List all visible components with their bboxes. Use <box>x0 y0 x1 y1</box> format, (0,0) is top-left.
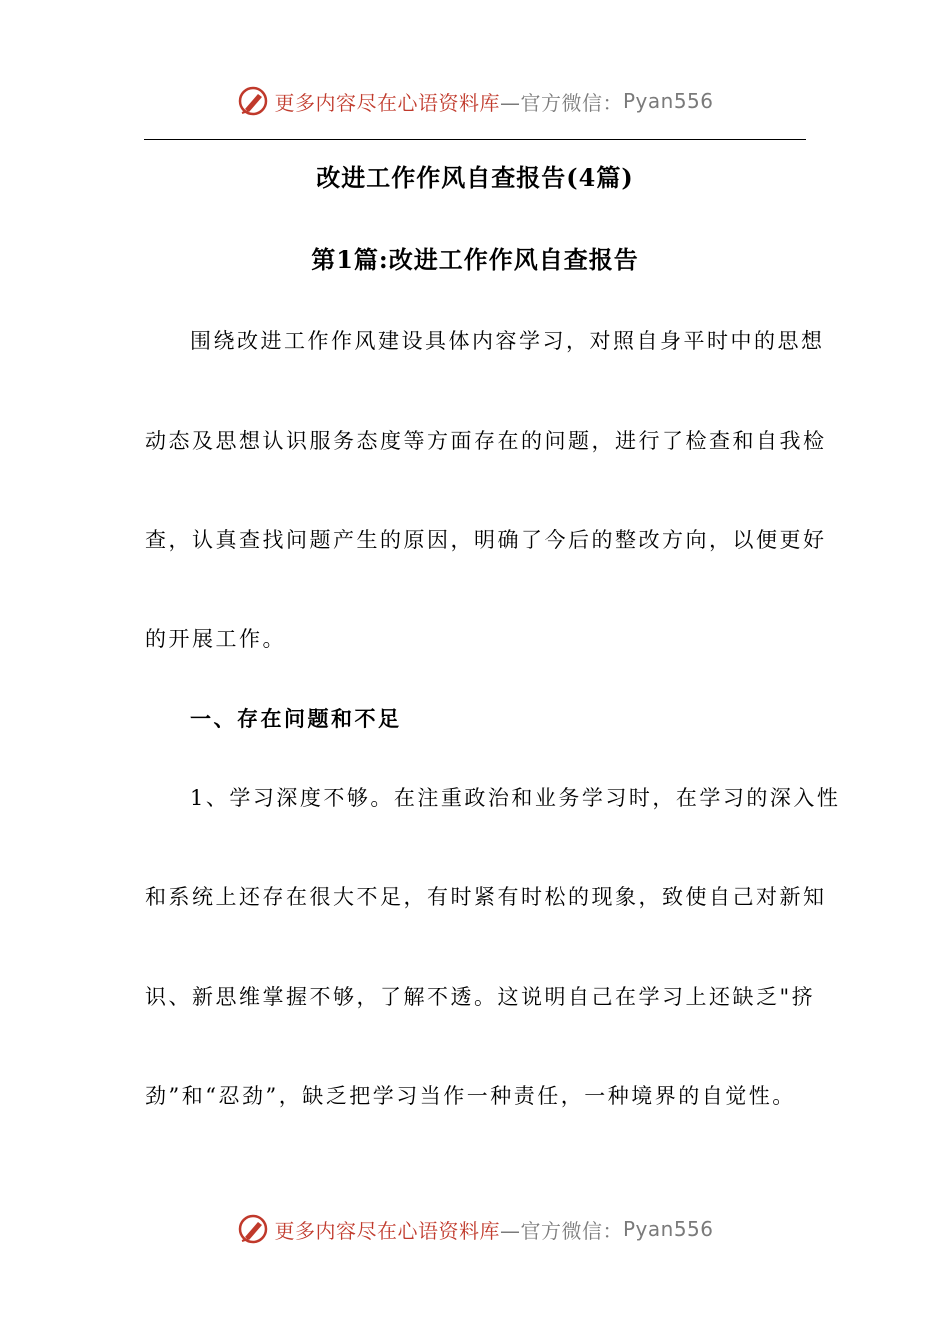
paragraph-line: 1、学习深度不够。在注重政治和业务学习时，在学习的深入性 <box>190 786 841 810</box>
paragraph-line: 识、新思维掌握不够，了解不透。这说明自己在学习上还缺乏"挤 <box>145 985 816 1009</box>
paragraph-line: 查，认真查找问题产生的原因，明确了今后的整改方向，以便更好 <box>145 528 827 552</box>
paragraph-line: 和系统上还存在很大不足，有时紧有时松的现象，致使自己对新知 <box>145 885 827 909</box>
paragraph-line: 动态及思想认识服务态度等方面存在的问题，进行了检查和自我检 <box>145 429 827 453</box>
paragraph-line: 围绕改进工作作风建设具体内容学习，对照自身平时中的思想 <box>190 329 825 353</box>
banner-brand-text: 更多内容尽在心语资料库 <box>274 1218 500 1243</box>
section-heading: 一、存在问题和不足 <box>190 706 402 731</box>
banner-label-text: —官方微信： <box>499 90 623 115</box>
paragraph-line: 的开展工作。 <box>145 627 286 651</box>
pen-logo-icon <box>236 84 270 118</box>
footer-banner <box>0 1212 950 1246</box>
document-title: 改进工作作风自查报告(4篇) <box>316 163 634 192</box>
header-banner <box>0 84 950 118</box>
banner-wechat-id: Pyan556 <box>622 1217 714 1241</box>
pen-logo-icon <box>236 1212 270 1246</box>
paragraph-line: 劲”和“忍劲”，缺乏把学习当作一种责任，一种境界的自觉性。 <box>145 1084 796 1108</box>
banner-label-text: —官方微信： <box>499 1218 623 1243</box>
banner-wechat-id: Pyan556 <box>622 89 714 113</box>
banner-brand-text: 更多内容尽在心语资料库 <box>274 90 500 115</box>
section-title: 第1篇:改进工作作风自查报告 <box>311 245 639 274</box>
header-divider <box>144 139 806 140</box>
